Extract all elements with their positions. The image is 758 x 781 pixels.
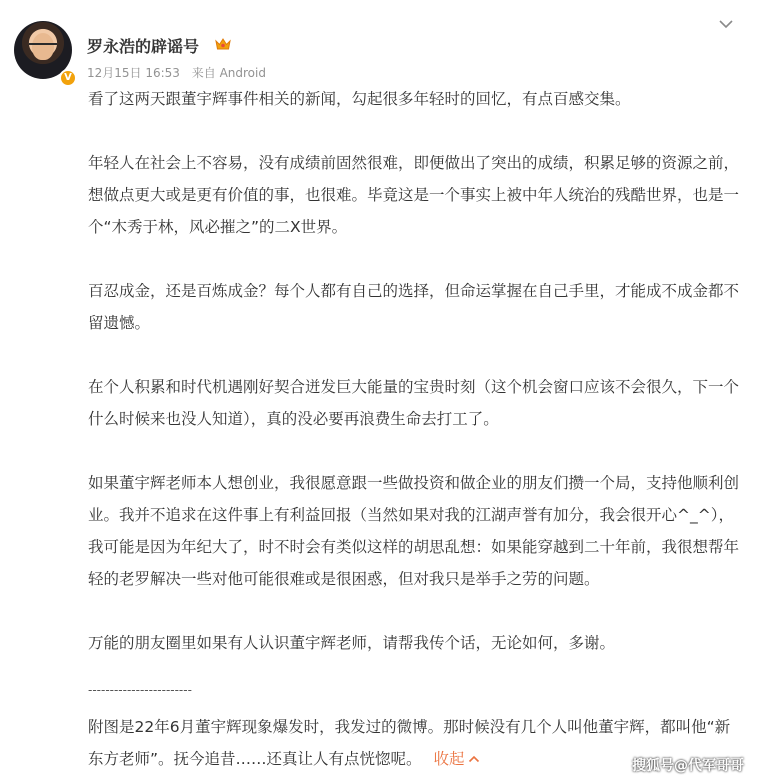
paragraph-2: 年轻人在社会上不容易，没有成绩前固然很难，即便做出了突出的成绩，积累足够的资源之前，想做点更大或是更有价值的事，也很难。毕竟这是一个事实上被中年人统治的残酷世界，也是一个“木秀于林，风必摧之”的二X世界。 xyxy=(88,154,740,236)
collapse-link[interactable] xyxy=(434,750,480,768)
watermark: 搜狐号@代军哥哥 xyxy=(632,758,744,774)
post-date[interactable]: 12月15日 16:53 xyxy=(87,66,180,80)
chevron-up-icon xyxy=(468,754,480,764)
author-name[interactable]: 罗永浩的辟谣号 xyxy=(87,37,200,56)
footnote-text: 附图是22年6月董宇辉现象爆发时，我发过的微博。那时候没有几个人叫他董宇辉，都叫他“新东方老师”。抚今追昔……还真让人有点恍惚呢。 xyxy=(88,718,731,768)
post-meta xyxy=(87,64,266,81)
avatar-glasses xyxy=(29,43,57,52)
paragraph-6: 万能的朋友圈里如果有人认识董宇辉老师，请帮我传个话，无论如何，多谢。 xyxy=(88,634,616,652)
verified-badge: V xyxy=(59,69,77,87)
paragraph-3: 百忍成金，还是百炼成金？每个人都有自己的选择，但命运掌握在自己手里，才能成不成金都不留遗憾。 xyxy=(88,282,740,332)
text-divider: ------------------------ xyxy=(88,683,192,697)
paragraph-1: 看了这两天跟董宇辉事件相关的新闻，勾起很多年轻时的回忆，有点百感交集。 xyxy=(88,90,631,108)
paragraph-4: 在个人积累和时代机遇刚好契合迸发巨大能量的宝贵时刻（这个机会窗口应该不会很久，下一个什么时候来也没人知道），真的没必要再浪费生命去打工了。 xyxy=(88,378,740,428)
crown-icon xyxy=(214,36,232,52)
collapse-label: 收起 xyxy=(433,750,465,768)
post-source: 来自 Android xyxy=(191,66,266,80)
post-content xyxy=(88,83,744,691)
paragraph-5: 如果董宇辉老师本人想创业，我很愿意跟一些做投资和做企业的朋友们攒一个局，支持他顺利创业。我并不追求在这件事上有利益回报（当然如果对我的江湖声誉有加分，我会很开心^_^），我可能是因为年纪大了，时不时会有类似这样的胡思乱想：如果能穿越到二十年前，我很想帮年轻的老罗解决一些对他可能很难或是很困惑，但对我只是举手之劳的问题。 xyxy=(88,474,740,588)
chevron-down-icon[interactable] xyxy=(718,18,734,30)
